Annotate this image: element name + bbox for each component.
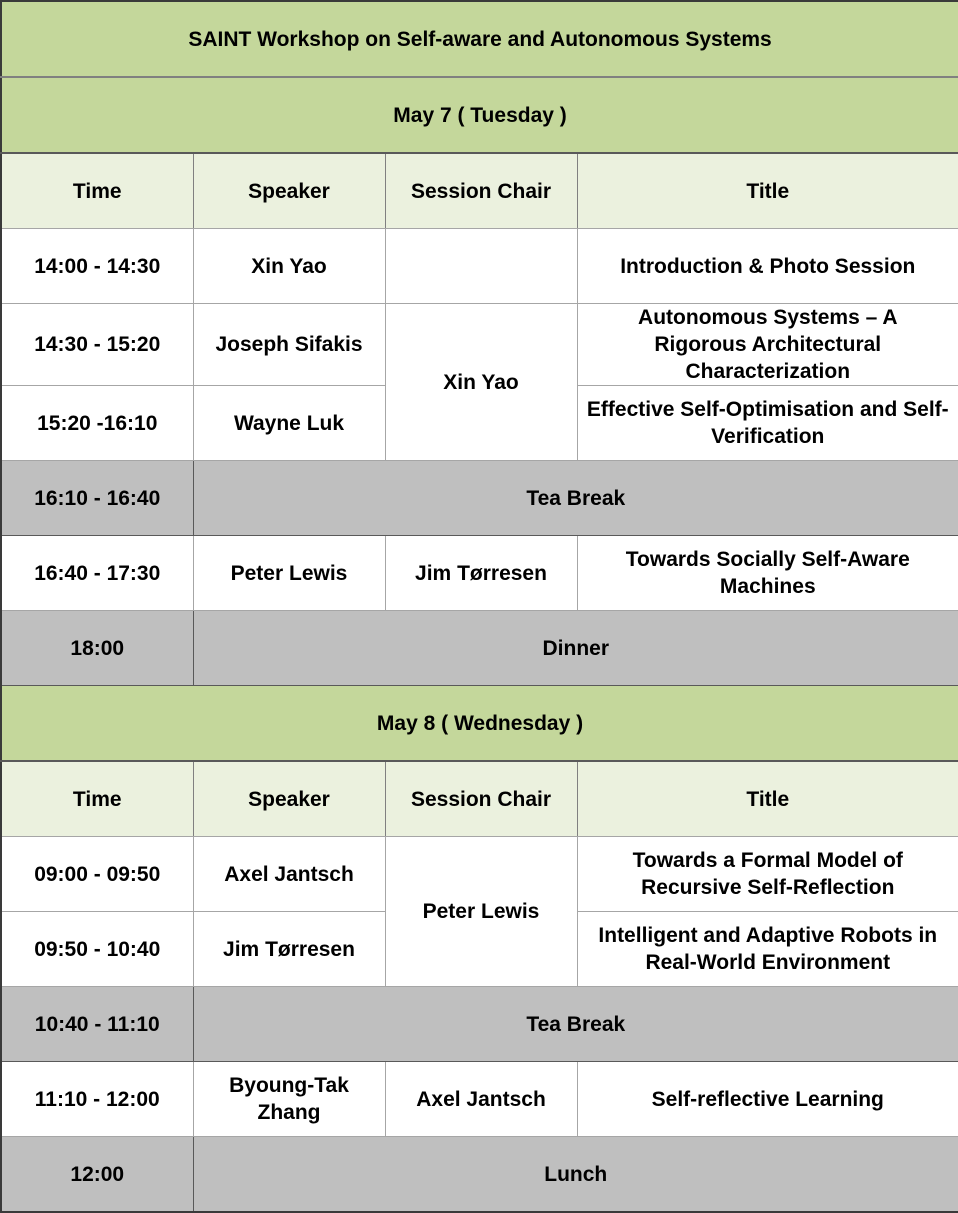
- session-time: 09:00 - 09:50: [1, 837, 193, 912]
- workshop-title-row: [1, 1, 958, 77]
- session-speaker: Jim Tørresen: [193, 912, 385, 987]
- column-header-time: Time: [1, 153, 193, 229]
- day-label: May 7 ( Tuesday ): [1, 77, 958, 153]
- workshop-title: SAINT Workshop on Self-aware and Autonomous Systems: [1, 1, 958, 77]
- break-time: 18:00: [1, 611, 193, 686]
- session-title: Intelligent and Adaptive Robots in Real-World Environment: [577, 912, 958, 987]
- break-label: Dinner: [193, 611, 958, 686]
- break-label: Tea Break: [193, 987, 958, 1062]
- session-speaker: Axel Jantsch: [193, 837, 385, 912]
- break-label: Tea Break: [193, 461, 958, 536]
- session-chair: Jim Tørresen: [385, 536, 577, 611]
- session-title: Introduction & Photo Session: [577, 229, 958, 304]
- session-row: [1, 536, 958, 611]
- session-row: [1, 837, 958, 912]
- break-row: [1, 1137, 958, 1213]
- session-speaker: Xin Yao: [193, 229, 385, 304]
- session-title: Self-reflective Learning: [577, 1062, 958, 1137]
- column-header-title: Title: [577, 761, 958, 837]
- break-row: [1, 987, 958, 1062]
- break-row: [1, 611, 958, 686]
- column-header-speaker: Speaker: [193, 761, 385, 837]
- day-header-row: [1, 686, 958, 762]
- session-title: Towards a Formal Model of Recursive Self-Reflection: [577, 837, 958, 912]
- session-time: 09:50 - 10:40: [1, 912, 193, 987]
- session-chair: Axel Jantsch: [385, 1062, 577, 1137]
- column-header-speaker: Speaker: [193, 153, 385, 229]
- session-chair: Peter Lewis: [385, 837, 577, 987]
- session-row: [1, 1062, 958, 1137]
- column-header-title: Title: [577, 153, 958, 229]
- break-time: 12:00: [1, 1137, 193, 1213]
- break-time: 10:40 - 11:10: [1, 987, 193, 1062]
- session-time: 16:40 - 17:30: [1, 536, 193, 611]
- session-title: Effective Self-Optimisation and Self-Verification: [577, 386, 958, 461]
- session-chair: [385, 229, 577, 304]
- session-row: [1, 229, 958, 304]
- session-row: [1, 304, 958, 386]
- session-time: 11:10 - 12:00: [1, 1062, 193, 1137]
- column-header-session-chair: Session Chair: [385, 153, 577, 229]
- day-label: May 8 ( Wednesday ): [1, 686, 958, 762]
- session-speaker: Peter Lewis: [193, 536, 385, 611]
- break-row: [1, 461, 958, 536]
- session-chair: Xin Yao: [385, 304, 577, 461]
- column-header-row: [1, 761, 958, 837]
- session-speaker: Byoung-Tak Zhang: [193, 1062, 385, 1137]
- session-title: Autonomous Systems – A Rigorous Architectural Characterization: [577, 304, 958, 386]
- column-header-session-chair: Session Chair: [385, 761, 577, 837]
- break-label: Lunch: [193, 1137, 958, 1213]
- column-header-row: [1, 153, 958, 229]
- session-time: 15:20 -16:10: [1, 386, 193, 461]
- session-title: Towards Socially Self-Aware Machines: [577, 536, 958, 611]
- break-time: 16:10 - 16:40: [1, 461, 193, 536]
- session-time: 14:30 - 15:20: [1, 304, 193, 386]
- session-speaker: Wayne Luk: [193, 386, 385, 461]
- session-speaker: Joseph Sifakis: [193, 304, 385, 386]
- column-header-time: Time: [1, 761, 193, 837]
- session-time: 14:00 - 14:30: [1, 229, 193, 304]
- day-header-row: [1, 77, 958, 153]
